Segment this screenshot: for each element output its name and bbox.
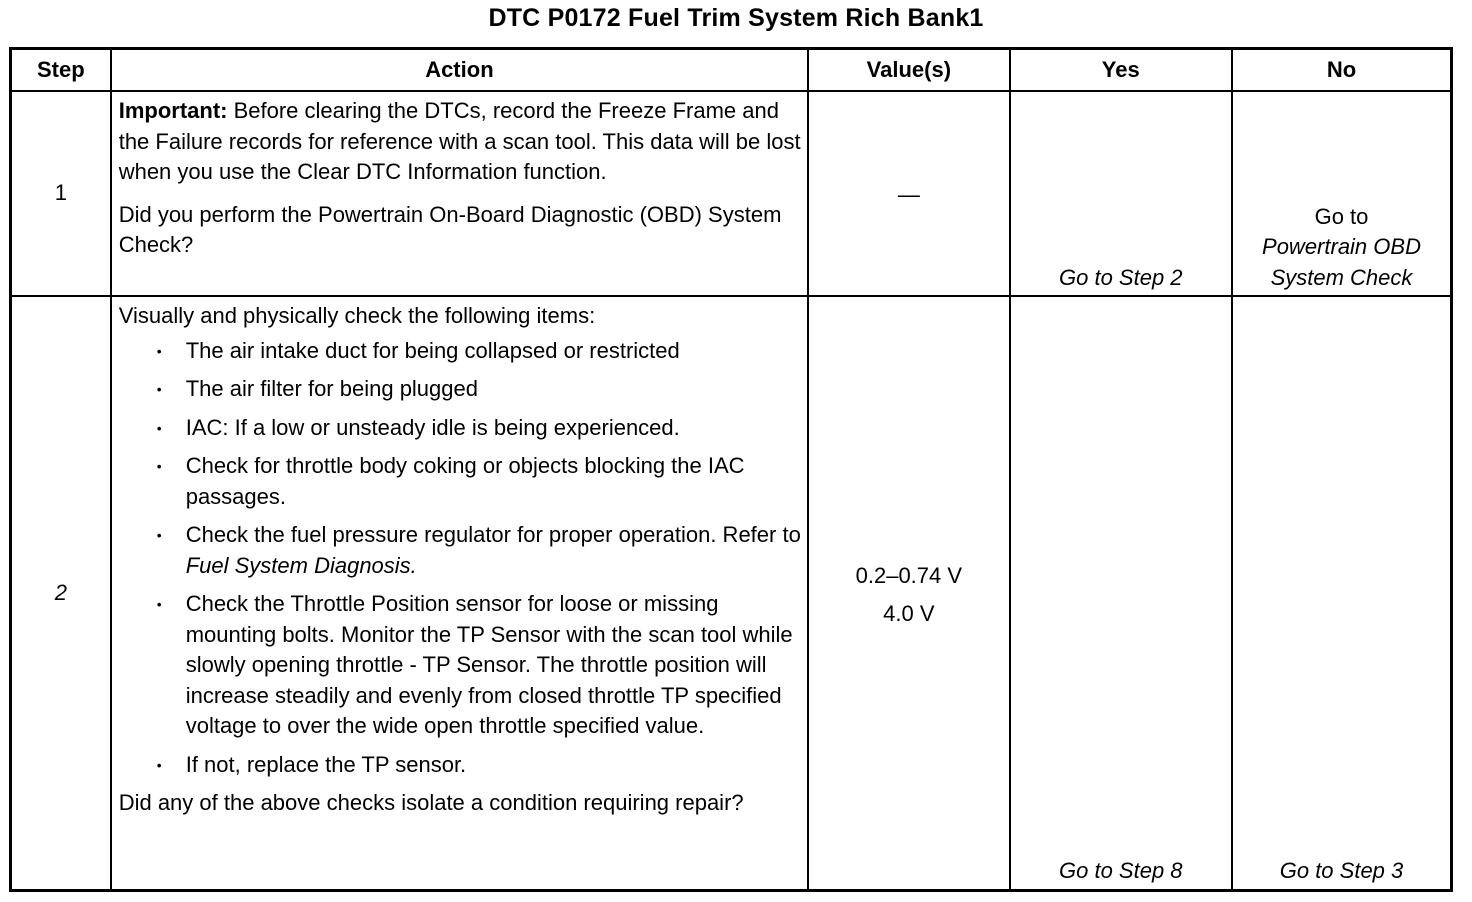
step-question: Did you perform the Powertrain On-Board Diagnostic (OBD) System Check?	[118, 201, 782, 257]
list-item: • Check the Throttle Position sensor for loose or missing mounting bolts. Monitor the TP Sensor with the scan tool while slowly opening throttle - TP Sensor. The throttle position will increase steadily and evenly from closed throttle TP specified voltage to over the wide open throttle specified value.	[119, 589, 801, 742]
value-cell	[808, 91, 1009, 296]
step-number: 1	[11, 91, 111, 296]
no-cell	[1232, 91, 1452, 296]
page-title: DTC P0172 Fuel Trim System Rich Bank1	[488, 4, 984, 32]
no-goto-link-line2[interactable]: System Check	[1270, 264, 1413, 290]
value-voltage-max: 4.0 V	[883, 601, 935, 626]
list-item: • IAC: If a low or unsteady idle is being experienced.	[119, 413, 801, 444]
no-cell	[1232, 296, 1452, 890]
header-step: Step	[11, 49, 111, 92]
value-list	[809, 557, 1008, 633]
header-yes: Yes	[1010, 49, 1232, 92]
action-cell	[111, 296, 808, 890]
fuel-item-text: Check the fuel pressure regulator for proper operation. Refer to	[185, 522, 801, 547]
no-goto-link[interactable]: Go to Step 3	[1279, 858, 1404, 883]
value-voltage-range: 0.2–0.74 V	[855, 563, 963, 588]
step-intro: Visually and physically check the following items:	[118, 303, 596, 328]
table-row-step-1	[11, 91, 1452, 296]
yes-goto-link[interactable]: Go to Step 8	[1059, 858, 1183, 883]
header-values: Value(s)	[808, 49, 1009, 92]
yes-cell	[1010, 296, 1232, 890]
yes-cell	[1010, 91, 1232, 296]
important-text: Before clearing the DTCs, record the Freeze Frame and the Failure records for reference with a scan tool. This data will be lost when you use the Clear DTC Information function.	[118, 98, 801, 184]
header-action: Action	[111, 49, 808, 92]
important-label: Important:	[118, 98, 228, 123]
header-no: No	[1232, 49, 1452, 92]
no-goto-prefix: Go to	[1314, 203, 1369, 229]
list-item: • The air filter for being plugged	[119, 374, 801, 405]
no-goto-link-line1[interactable]: Powertrain OBD	[1262, 234, 1421, 259]
yes-goto-link[interactable]: Go to Step 2	[1059, 264, 1183, 290]
list-item	[119, 520, 801, 581]
action-cell	[111, 91, 808, 296]
diagnostic-table	[9, 47, 1453, 892]
value-cell	[808, 296, 1009, 890]
value-dash: —	[897, 182, 920, 207]
list-item: • Check for throttle body coking or objects blocking the IAC passages.	[119, 451, 801, 512]
table-row-step-2	[11, 296, 1452, 890]
important-note	[119, 96, 801, 188]
step-question: Did any of the above checks isolate a condition requiring repair?	[118, 790, 744, 815]
list-item: • The air intake duct for being collapsed or restricted	[119, 336, 801, 367]
list-item: • If not, replace the TP sensor.	[119, 750, 801, 781]
fuel-system-diagnosis-link[interactable]: Fuel System Diagnosis.	[185, 552, 417, 578]
table-header-row	[11, 49, 1452, 92]
check-list	[119, 336, 801, 781]
step-number: 2	[11, 296, 111, 890]
